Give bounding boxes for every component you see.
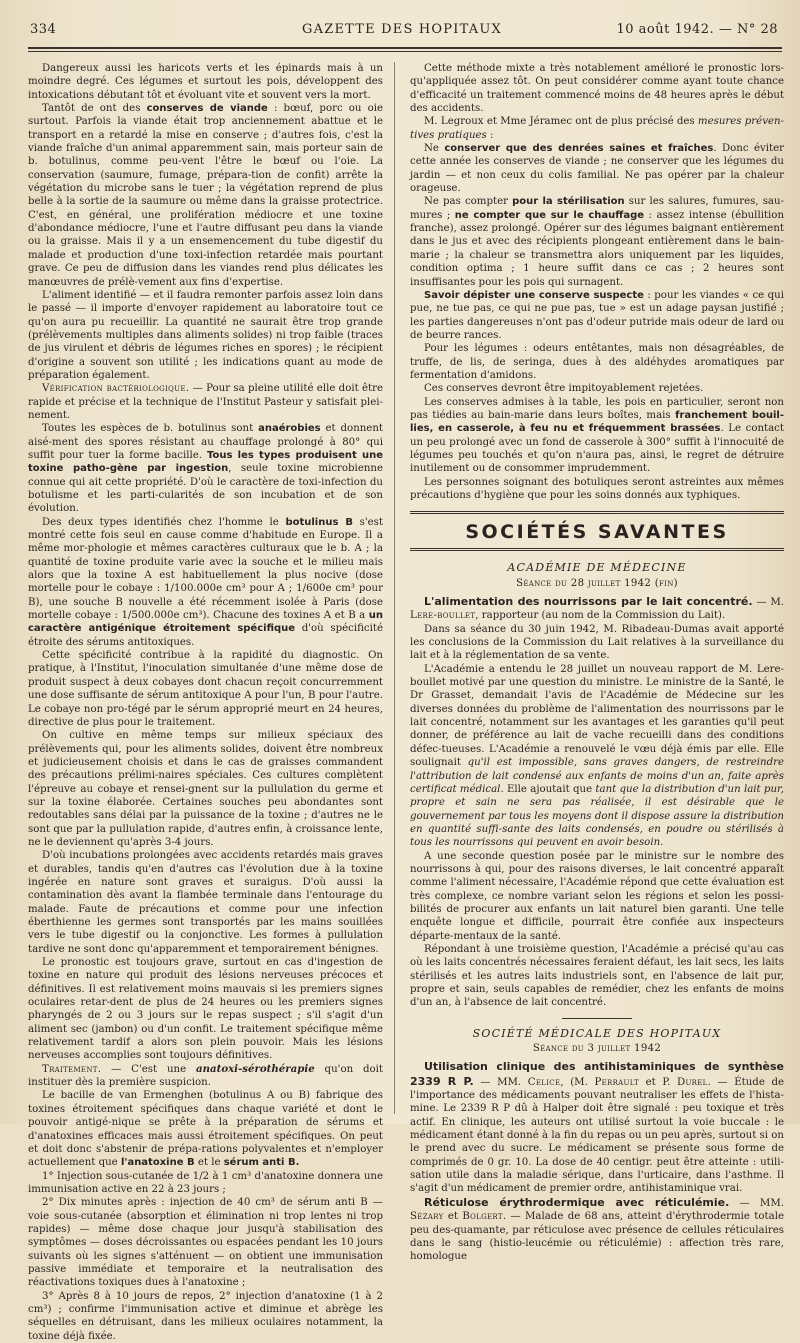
paragraph: 1° Injection sous-cutanée de 1/2 à 1 cm³ d'anatoxine donnera une immunisation active en 22 à 23 jours ; bbox=[28, 1170, 383, 1195]
paragraph: L'aliment identifié — et il faudra remonter parfois assez loin dans le passé — il importe d'envoyer rapidement au laboratoire tout ce qu'on aura pu recueillir. La quantité ne saurait être trop grande (prélèvements multiples dans aliments solides) ni trop faible (traces de jus virulent et débris de légumes riches en spores) ; le récipient d'origine a souvent son utilité ; les indications quant au mode de préparation également. bbox=[28, 289, 383, 381]
column-divider bbox=[394, 62, 395, 1114]
paragraph: Vérification bactériologique. — Pour sa pleine utilité elle doit être rapide et précise et la technique de l'Institut Pasteur y satisfait plei-nement. bbox=[28, 383, 383, 421]
section-rule bbox=[410, 511, 784, 514]
paragraph: Cette spécificité contribue à la rapidité du diagnostic. On pratique, à l'Institut, l'inoculation simultanée d'une même dose de produit suspect à deux cobayes dont chacun reçoit concurremment une dose suffisante de sérum antitoxique A pour l'un, B pour l'autre. Le cobaye non pro-tégé par le sérum approprié meurt en 24 heures, directive de plus pour le traitement. bbox=[28, 650, 383, 728]
paragraph: Toutes les espèces de b. botulinus sont anaérobies et donnent aisé-ment des spores résistant au chauffage prolongé à 80° qui suffit pour tuer la forme bacille. Tous les types produisent une toxine patho-gène par ingestion, seule toxine microbienne connue qui ait cette propriété. D'où le caractère de toxi-infection du botulisme et les parti-cularités de son incubation et de son évolution. bbox=[28, 423, 383, 515]
paragraph: Le bacille de van Ermenghen (botulinus A ou B) fabrique des toxines étroitement spécifiques dans chaque variété et dont le pouvoir antigé-nique se prête à la préparation de sérums et d'anatoxines efficaces mais aussi étroitement spécifiques. On peut et doit donc s'abstenir de prépa-rations polyvalentes et n'employer actuellement que l'anatoxine B et le sérum anti B. bbox=[28, 1090, 383, 1169]
page-number: 334 bbox=[30, 22, 57, 37]
paragraph: Ne conserver que des denrées saines et fraîches. Donc éviter cette année les conserves de viande ; ne conserver que les légumes du jardin — et non ceux du colis familial. Ne pas opérer par la chaleur orageuse. bbox=[410, 143, 784, 195]
paragraph: L'alimentation des nourrissons par le lait concentré. — M. Lere-boullet, rapporteur (au nom de la Commission du Lait). bbox=[410, 595, 784, 622]
academie-session: Séance du 28 juillet 1942 (fin) bbox=[516, 577, 678, 589]
paragraph: Des deux types identifiés chez l'homme le botulinus B s'est montré cette fois seul en cause comme d'habitude en Europe. Il a même mor-phologie et mêmes caractères culturaux que le b. A ; la quantité de toxine produite varie avec la souche et le milieu mais alors que la toxine A est habituellement la plus nocive (dose mortelle pour le cobaye : 1/100.000e cm³ pour A ; 1/600e cm³ pour B), une souche B nouvelle a été récemment isolée à Paris (dose mortelle cobaye : 1/500.000e cm³). Chacune des toxines A et B a un caractère antigénique étroitement spécifique d'où spécificité étroite des sérums antitoxiques. bbox=[28, 516, 384, 648]
paragraph: Les conserves admises à la table, les pois en particulier, seront non pas tiédies au bain-marie dans leurs boîtes, mais franchement bouil-lies, en casserole, à feu nu et fréquemment brassées. Le contact un peu prolongé avec un fond de casserole à 300° suffit à l'innocuité de légumes peu touchés et qu'on n'aura pas, ainsi, le regret de détruire inutilement ou de consommer imprudemment. bbox=[410, 396, 784, 475]
left-column bbox=[28, 62, 384, 1342]
paragraph: On cultive en même temps sur milieux spéciaux des prélèvements qui, pour les aliments solides, doivent être nombreux et judicieusement choisis et dans le cas de graisses commandent des précautions prélimi-naires spéciales. Ces cultures complètent l'épreuve au cobaye et rensei-gnent sur la pullulation du germe et sur la toxine élaborée. Certaines souches peu abondantes sont redoutables sans délai par la puissance de la toxine ; d'autres ne le sont que par la pullulation rapide, d'autres enfin, à croissance lente, ne le deviennent qu'après 3-4 jours. bbox=[28, 730, 383, 848]
paragraph: 2° Dix minutes après : injection de 40 cm³ de sérum anti B — voie sous-cutanée (absorption et élimination ni trop lentes ni trop rapides) — même dose chaque jour jusqu'à stabilisation des symptômes — doses décroissantes ou espacées pendant les 10 jours suivants où les signes s'atténuent — on obtient une immunisation passive immédiate et temporaire et la neutralisation des réactivations toxiques dues à l'anatoxine ; bbox=[28, 1197, 383, 1289]
header-rule bbox=[28, 47, 782, 52]
journal-title: GAZETTE DES HOPITAUX bbox=[302, 22, 502, 37]
paragraph: Dangereux aussi les haricots verts et les épinards mais à un moindre degré. Ces légumes et surtout les pois, développent des intoxications débutant tôt et évoluant vite et souvent vers la mort. bbox=[28, 63, 383, 101]
issue-date: 10 août 1942. — N° 28 bbox=[616, 22, 778, 37]
right-column bbox=[410, 62, 785, 1263]
paragraph: Tantôt de ont des conserves de viande : bœuf, porc ou oie surtout. Parfois la viande était trop anciennement abattue et le transport en a retardé la mise en conserve ; d'autres fois, c'est la viande fraîche d'un animal apparemment sain, mais porteur sain de b. botulinus, comme peu-vent l'être le bœuf ou l'oie. La conservation (saumure, fumage, prépara-tion de confit) arrête la végétation du microbe sans le tuer ; la végétation reprend de plus belle à la sortie de la saumure ou même dans la graisse protectrice. C'est, en général, une prolifération médiocre et une toxine d'abondance médiocre, l'une et l'autre diffusant peu dans la viande ou la graisse. Mais il y a un ensemencement du tube digestif du malade et production d'une toxi-infection retardée mais pourtant grave. Ce peu de diffusion dans les viandes rend plus délicates les manœuvres de prélè-vement aux fins d'expertise. bbox=[28, 103, 384, 288]
smh-session: Séance du 3 juillet 1942 bbox=[532, 1043, 662, 1055]
paragraph: 3° Après 8 à 10 jours de repos, 2° injection d'anatoxine (1 à 2 cm³) ; confirme l'immunisation active et diminue et abrège les séquelles en détruisant, dans les milieux oculaires notamment, la toxine déjà fixée. bbox=[28, 1290, 383, 1342]
paragraph: Le pronostic est toujours grave, surtout en cas d'ingestion de toxine en nature qui produit des lésions nerveuses précoces et définitives. Il est relativement moins mauvais si les premiers signes oculaires retar-dent de plus de 24 heures ou les premiers signes pharyngés de 2 ou 3 jours sur le repas suspect ; s'il s'agit d'un aliment sec (jambon) ou d'un confit. Le traitement spécifique même relativement tardif a alors son plein pouvoir. Mais les lésions nerveuses accomplies sont toujours définitives. bbox=[28, 957, 383, 1062]
paragraph: Ne pas compter pour la stérilisation sur les salures, fumures, sau-mures ; ne compter que sur le chauffage : assez intense (ébullition franche), assez prolongé. Opérer sur des légumes baignant entièrement dans le jus et avec des récipients plongeant entièrement dans le bain-marie ; la chaleur se transmettra alors uniquement par les liquides, condition optima ; 1 heure suffit dans ce cas ; 2 heures sont insuffisantes pour les pois qui surnagent. bbox=[410, 196, 785, 288]
paragraph: Cette méthode mixte a très notablement amélioré le pronostic lors-qu'appliquée assez tôt. On peut considérer comme ayant toute chance d'efficacité un traitement commencé moins de 48 heures après le début des accidents. bbox=[410, 63, 784, 115]
page-header bbox=[18, 20, 786, 46]
paragraph: Traitement. — C'est une anatoxi-sérothérapie qu'on doit instituer dès la première suspicion. bbox=[28, 1062, 383, 1089]
paragraph: A une seconde question posée par le ministre sur le nombre des nourrissons à qui, pour des raisons diverses, le lait concentré apparaît comme l'aliment nécessaire, l'Académie répond que cette évaluation est très complexe, ce nombre variant selon les régions et selon les possi-bilités de procurer aux enfants un lait naturel bien garanti. Une telle enquête longue et difficile, pourrait être confiée aux inspecteurs départe-mentaux de la santé. bbox=[410, 850, 784, 942]
paragraph: Répondant à une troisième question, l'Académie a précisé qu'au cas où les laits concentrés nécessaires feraient défaut, les lait secs, les laits stérilisés et les autres laits industriels sont, en l'absence de lait pur, propre et sain, seuls capables de remédier, chez les enfants de moins d'un an, à l'absence de lait concentré. bbox=[410, 943, 784, 1009]
paragraph: Savoir dépister une conserve suspecte : pour les viandes « ce qui pue, ne tue pas, ce qui ne pue pas, tue » est un adage paysan justifié ; les parties dangereuses n'ont pas d'odeur putride mais odeur de lard ou de beurre rances. bbox=[410, 289, 784, 341]
paragraph: Ces conserves devront être impitoyablement rejetées. bbox=[424, 383, 704, 395]
paragraph: M. Legroux et Mme Jéramec ont de plus précisé des mesures préven-tives pratiques : bbox=[410, 116, 784, 141]
paragraph: Utilisation clinique des antihistaminiques de synthèse 2339 R P. — MM. Celice, (M. Perrault et P. Durel. — Étude de l'importance des médicaments pouvant neutraliser les effets de l'hista-mine. Le 2339 R P dû à Halper doit être signalé : peu toxique et très actif. En clinique, les auteurs ont utilisé surtout la voie buccale : le médicament étant donné à la fin du repas ou un peu après, surtout si on le prend avec du sucre. Le médicament se présente sous forme de comprimés de 0 gr. 10. La dose de 40 centigr. peut être atteinte : utili-sation utile dans la maladie sérique, dans l'urticaire, dans l'asthme. Il s'agit d'un médicament de premier ordre, antihistaminique vrai. bbox=[410, 1060, 784, 1195]
paragraph: L'Académie a entendu le 28 juillet un nouveau rapport de M. Lere-boullet motivé par une question du ministre. Le ministre de la Santé, le Dr Grasset, demandait l'avis de l'Académie de Médecine sur les diverses données du problème de l'alimentation des nourrissons par le lait concentré, notamment sur les avantages et les garanties qu'il peut donner, de préférence au lait de vache recueilli dans des conditions défec-tueuses. L'Académie a renouvelé le vœu déjà émis par elle. Elle soulignait qu'il est impossible, sans graves dangers, de restreindre l'attribution de lait condensé aux enfants de moins d'un an, faite après certificat médical. Elle ajoutait que tant que la distribution d'un lait pur, propre et sain ne sera pas réalisée, il est désirable que le gouvernement par tous les moyens dont il dispose assure la distribution en quantité suffi-sante des laits condensés, en poudre ou stérilisés à tous les nourrissons qui peuvent en avoir besoin. bbox=[410, 663, 785, 849]
academie-heading: ACADÉMIE DE MÉDECINE bbox=[507, 561, 687, 575]
paragraph: Réticulose érythrodermique avec réticulémie. — MM. Sézary et Bolgert. — Malade de 68 ans, atteint d'érythrodermie totale peu des-quamante, par réticulose avec présence de cellules réticulaires dans le sang (histio-leucémie ou réticulémie) : affection très rare, homologue bbox=[410, 1195, 784, 1263]
societes-savantes-title: SOCIÉTÉS SAVANTES bbox=[465, 521, 729, 544]
paragraph: Les personnes soignant des botuliques seront astreintes aux mêmes précautions d'hygiène que pour les soins donnés aux typhiques. bbox=[410, 476, 784, 501]
paragraph: D'où incubations prolongées avec accidents retardés mais graves et durables, tandis qu'en d'autres cas l'évolution due à la toxine ingérée en nature sont graves et suraigus. D'où aussi la contamination dès avant la flambée terminale dans l'entourage du malade. Faute de précautions et comme pour une infection éberthienne les germes sont transportés par les mains souillées vers le tube digestif ou la conjonctive. Les formes à pullulation tardive ne sont donc qu'apparemment et temporairement bénignes. bbox=[28, 850, 383, 955]
section-rule bbox=[410, 548, 784, 551]
paragraph: Dans sa séance du 30 juin 1942, M. Ribadeau-Dumas avait apporté les conclusions de la Commission du Lait relatives à la surveillance du lait et à la réglementation de sa vente. bbox=[410, 623, 784, 662]
paragraph: Pour les légumes : odeurs entêtantes, mais non désagréables, de truffe, de lis, de seringa, dues à des aldéhydes aromatiques par fermentation d'amidons. bbox=[410, 343, 784, 381]
smh-heading: SOCIÉTÉ MÉDICALE DES HOPITAUX bbox=[472, 1026, 722, 1040]
short-rule bbox=[562, 1018, 632, 1019]
